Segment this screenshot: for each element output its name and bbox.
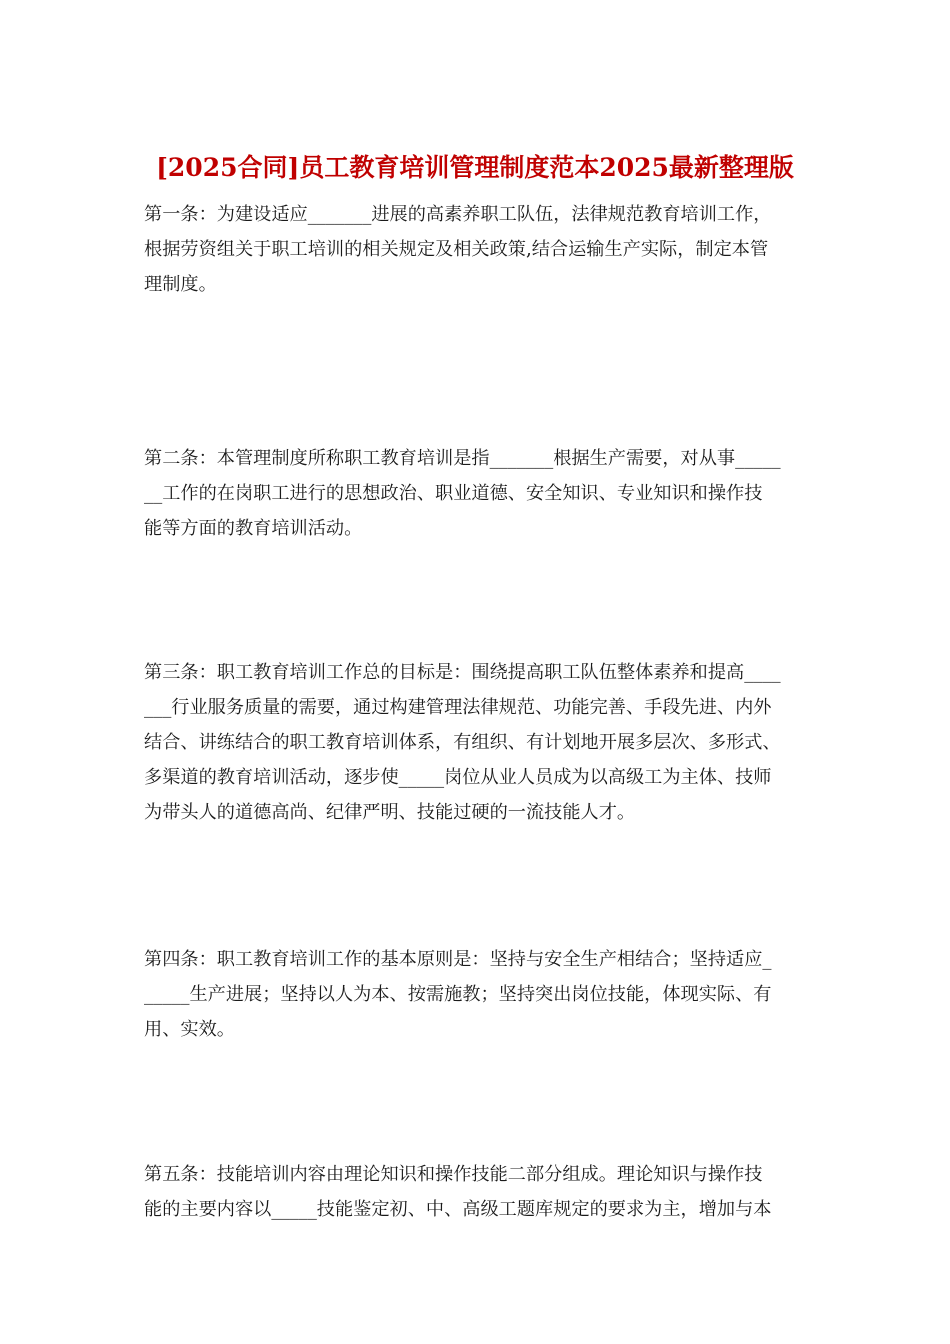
article-3-line-5: 为带头人的道德高尚、纪律严明、技能过硬的一流技能人才。	[144, 802, 636, 823]
article-4-line-2: _____生产进展；坚持以人为本、按需施教；坚持突出岗位技能，体现实际、有	[144, 984, 772, 1005]
article-3-line-1: 第三条：职工教育培训工作总的目标是：围绕提高职工队伍整体素养和提高____	[144, 662, 781, 683]
article-2-line-2: __工作的在岗职工进行的思想政治、职业道德、安全知识、专业知识和操作技	[144, 483, 763, 504]
article-1-line-3: 理制度。	[144, 274, 217, 295]
article-3-line-2: ___行业服务质量的需要，通过构建管理法律规范、功能完善、手段先进、内外	[144, 697, 772, 718]
article-3-line-4: 多渠道的教育培训活动，逐步使_____岗位从业人员成为以高级工为主体、技师	[144, 767, 772, 788]
article-4-line-3: 用、实效。	[144, 1019, 235, 1040]
article-1	[144, 197, 808, 302]
article-4-line-1: 第四条：职工教育培训工作的基本原则是：坚持与安全生产相结合；坚持适应_	[144, 949, 772, 970]
article-5-line-2: 能的主要内容以_____技能鉴定初、中、高级工题库规定的要求为主，增加与本	[144, 1199, 772, 1220]
article-2	[144, 441, 808, 546]
article-5	[144, 1157, 808, 1227]
article-1-line-2: 根据劳资组关于职工培训的相关规定及相关政策,结合运输生产实际，制定本管	[144, 239, 769, 260]
article-2-line-3: 能等方面的教育培训活动。	[144, 518, 363, 539]
article-3	[144, 655, 808, 830]
article-3-line-3: 结合、讲练结合的职工教育培训体系，有组织、有计划地开展多层次、多形式、	[144, 732, 781, 753]
article-1-line-1: 第一条：为建设适应_______进展的高素养职工队伍，法律规范教育培训工作，	[144, 204, 772, 225]
document-title: [2025合同]员工教育培训管理制度范本2025最新整理版	[156, 153, 794, 182]
article-4	[144, 942, 808, 1047]
article-5-line-1: 第五条：技能培训内容由理论知识和操作技能二部分组成。理论知识与操作技	[144, 1164, 763, 1185]
article-2-line-1: 第二条：本管理制度所称职工教育培训是指_______根据生产需要，对从事_____	[144, 448, 781, 469]
